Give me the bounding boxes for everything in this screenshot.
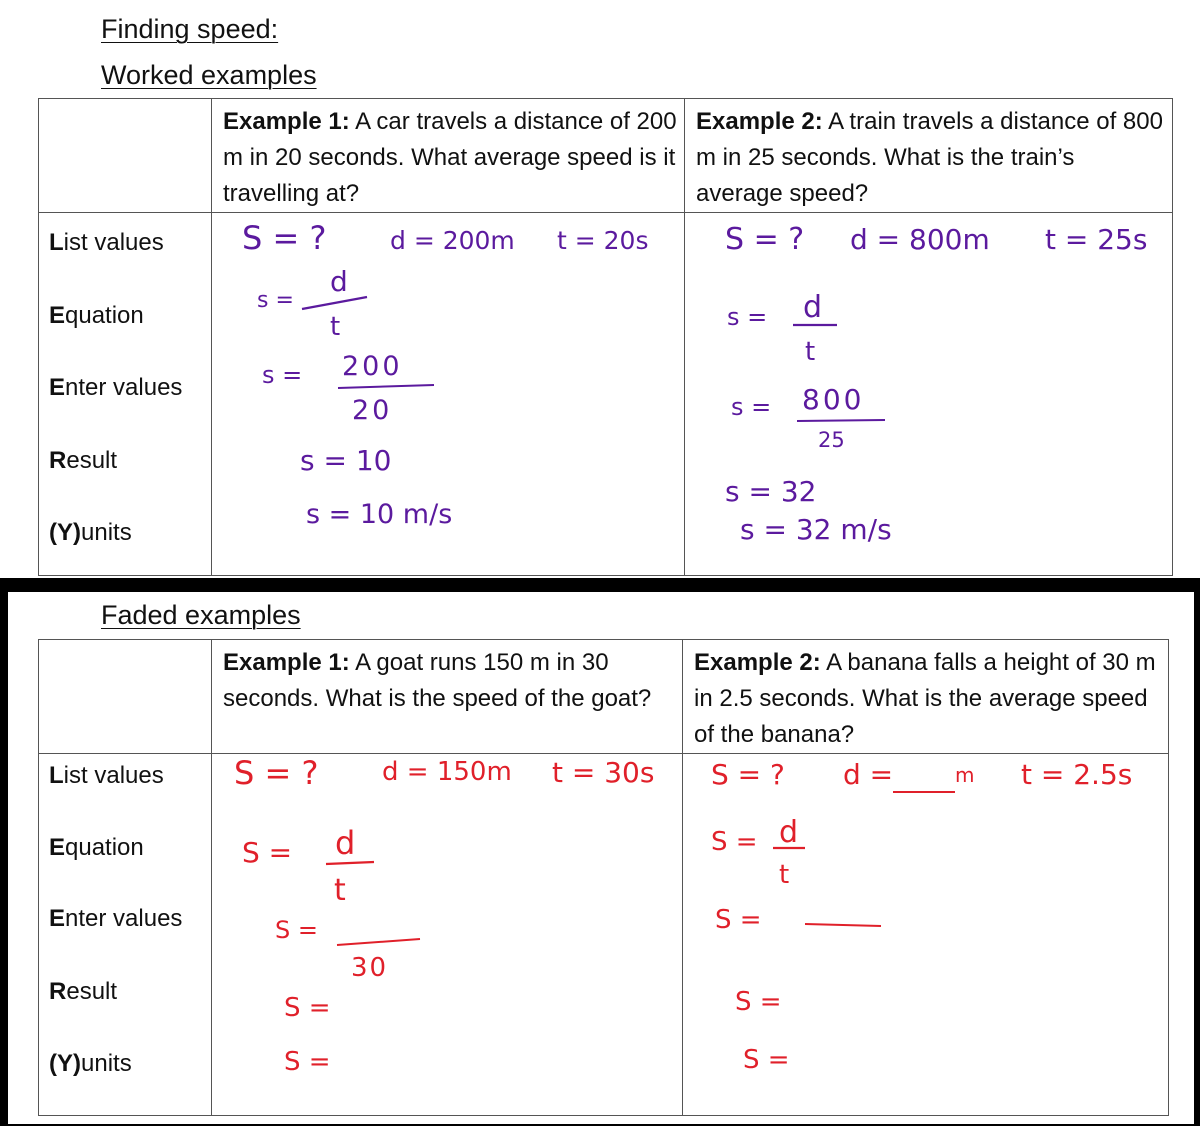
example-text: A train travels a distance of 800 m in 25 seconds. What is the train’s average speed? <box>696 108 1163 207</box>
units-line: S = <box>743 1045 790 1075</box>
example-text: A banana falls a height of 30 m in 2.5 seconds. What is the average speed of the banana? <box>694 649 1156 748</box>
example-text: A car travels a distance of 200 m in 20 seconds. What average speed is it travelling at? <box>223 108 677 207</box>
list-speed: S = ? <box>711 758 785 791</box>
result-line: s = 10 <box>300 444 392 477</box>
handwritten-working <box>685 213 1173 576</box>
enter-fraction-bar <box>337 939 420 945</box>
list-distance: d = 150m <box>382 757 512 787</box>
equation-lhs: s = <box>727 303 768 331</box>
equation-denominator: t <box>330 312 341 342</box>
equation-numerator: d <box>330 265 348 298</box>
equation-fraction-bar <box>326 862 374 864</box>
handwritten-working <box>212 213 685 576</box>
example-2-working <box>683 754 1169 1116</box>
units-line: s = 10 m/s <box>306 499 453 530</box>
units-line: s = 32 m/s <box>740 513 892 546</box>
equation-denominator: t <box>805 337 816 367</box>
row-labels <box>39 754 212 1116</box>
handwritten-working <box>212 754 683 1116</box>
enter-lhs: s = <box>262 361 303 389</box>
enter-lhs: S = <box>275 916 318 944</box>
faded-examples-table <box>38 639 1169 1116</box>
example-1-working <box>212 754 683 1116</box>
list-speed: S = ? <box>242 219 327 257</box>
result-line: S = <box>735 987 782 1017</box>
row-label-equation: Equation <box>49 302 144 329</box>
equation-denominator: t <box>779 860 790 890</box>
handwritten-working <box>683 754 1169 1116</box>
enter-numerator: 800 <box>802 383 865 416</box>
list-distance-unit: m <box>955 763 975 787</box>
page-title: Finding speed: <box>101 14 279 44</box>
faded-examples-heading: Faded examples <box>101 600 301 630</box>
enter-blank <box>805 924 881 926</box>
result-line: S = <box>284 993 331 1023</box>
units-line: S = <box>284 1047 331 1077</box>
list-distance: d = 200m <box>390 226 515 255</box>
row-label-units: (Y)units <box>49 519 132 546</box>
enter-lhs: S = <box>715 905 762 935</box>
row-label-list-values: List values <box>49 762 164 789</box>
equation-lhs: s = <box>257 288 294 313</box>
example-1-prompt <box>212 640 683 754</box>
row-label-list-values: List values <box>49 229 164 256</box>
example-1-prompt <box>212 99 685 213</box>
worked-examples-heading: Worked examples <box>101 60 317 90</box>
row-label-units: (Y)units <box>49 1050 132 1077</box>
list-distance: d = 800m <box>850 223 990 256</box>
equation-lhs: S = <box>711 827 758 857</box>
row-labels <box>39 213 212 576</box>
list-distance: d = <box>843 758 894 791</box>
result-line: s = 32 <box>725 475 817 508</box>
faded-examples-panel <box>8 592 1194 1124</box>
example-2-prompt <box>685 99 1173 213</box>
row-label-result: Result <box>49 978 118 1005</box>
enter-denominator: 30 <box>351 953 389 983</box>
row-label-equation: Equation <box>49 834 144 861</box>
example-label: Example 1: <box>223 649 350 676</box>
example-1-working <box>212 213 685 576</box>
list-time: t = 30s <box>552 756 655 789</box>
list-speed: S = ? <box>234 754 319 792</box>
worked-examples-table <box>38 98 1173 576</box>
list-speed: S = ? <box>725 222 805 257</box>
list-time: t = 20s <box>557 226 649 255</box>
example-label: Example 1: <box>223 108 350 135</box>
equation-denominator: t <box>334 873 346 908</box>
equation-numerator: d <box>779 815 799 850</box>
example-2-working <box>685 213 1173 576</box>
example-label: Example 2: <box>696 108 823 135</box>
row-label-result: Result <box>49 447 118 474</box>
equation-lhs: S = <box>242 836 293 869</box>
enter-fraction-bar <box>338 385 434 388</box>
list-time: t = 25s <box>1045 223 1148 256</box>
enter-denominator: 25 <box>818 428 845 452</box>
enter-lhs: s = <box>731 393 772 421</box>
enter-fraction-bar <box>797 420 885 421</box>
row-label-enter-values: Enter values <box>49 905 183 932</box>
example-label: Example 2: <box>694 649 821 676</box>
example-2-prompt <box>683 640 1169 754</box>
enter-denominator: 20 <box>352 395 393 426</box>
equation-numerator: d <box>335 824 356 862</box>
header-empty-cell <box>39 640 212 754</box>
example-text: A goat runs 150 m in 30 seconds. What is the speed of the goat? <box>223 649 652 712</box>
header-empty-cell <box>39 99 212 213</box>
list-time: t = 2.5s <box>1021 758 1133 791</box>
equation-numerator: d <box>803 290 823 325</box>
row-label-enter-values: Enter values <box>49 374 183 401</box>
enter-numerator: 200 <box>342 351 403 382</box>
equation-fraction-bar <box>302 297 367 309</box>
